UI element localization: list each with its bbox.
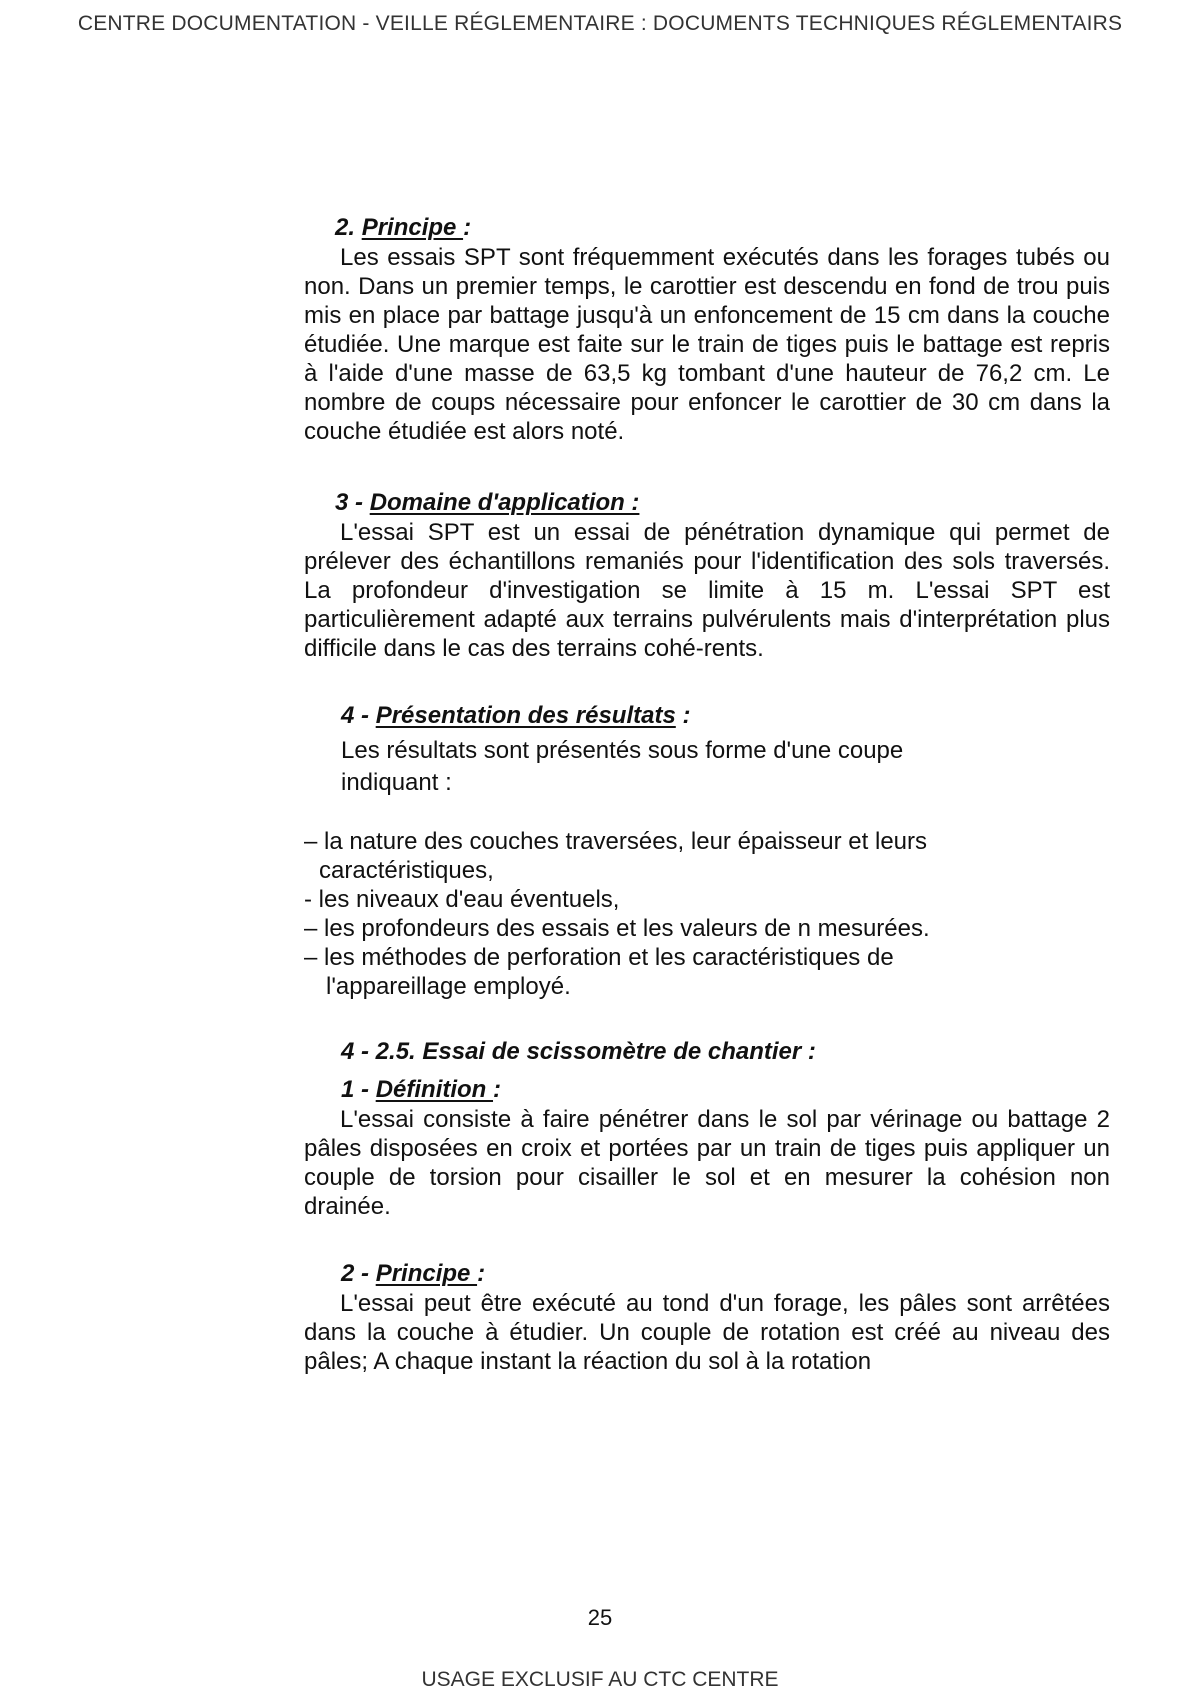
presentation-intro xyxy=(304,735,1110,799)
section-heading-scissometre: 4 - 2.5. Essai de scissomètre de chantier : xyxy=(341,1038,816,1065)
section-title: Principe xyxy=(361,214,464,241)
list-item-line: – les profondeurs des essais et les valeurs de n mesurées. xyxy=(304,915,930,942)
section-colon: : xyxy=(493,1076,502,1103)
paragraph-definition: L'essai consiste à faire pénétrer dans le sol par vérinage ou battage 2 pâles disposées en croix et portées par un train de tiges puis appliquer un couple de torsion pour cisailler le sol et en mesurer la cohésion non drainée. xyxy=(304,1106,1110,1220)
section-heading-domaine xyxy=(304,488,1110,518)
section-number: 2. xyxy=(335,214,362,241)
section-colon: : xyxy=(477,1260,486,1287)
section-heading-definition xyxy=(304,1075,1110,1105)
paragraph-principe-scissometre: L'essai peut être exécuté au tond d'un forage, les pâles sont arrêtées dans la couche à étudier. Un couple de rotation est créé au niveau des pâles; A chaque instant la réaction du sol à la rotation xyxy=(304,1290,1110,1375)
section-title: Définition xyxy=(375,1076,494,1103)
list-item xyxy=(304,885,1110,914)
intro-line: indiquant : xyxy=(341,769,452,796)
list-item-line: – les méthodes de perforation et les caractéristiques de xyxy=(304,944,894,971)
section-heading-presentation xyxy=(304,701,1110,731)
section-colon: : xyxy=(675,702,691,729)
paragraph-domaine: L'essai SPT est un essai de pénétration dynamique qui permet de prélever des échantillons remaniés pour l'identification des sols traversés. La profondeur d'investigation se limite à 15 m. L'essai SPT est particulièrement adapté aux terrains pulvérulents mais d'interprétation plus difficile dans le cas des terrains cohé-rents. xyxy=(304,519,1110,662)
page-header: CENTRE DOCUMENTATION - VEILLE RÉGLEMENTAIRE : DOCUMENTS TECHNIQUES RÉGLEMENTAIRS xyxy=(77,12,1123,35)
list-item-continuation: caractéristiques, xyxy=(319,857,494,884)
document-body xyxy=(304,213,1110,1376)
section-number: 1 - xyxy=(341,1076,376,1103)
list-item xyxy=(304,914,1110,943)
list-item xyxy=(304,943,1110,1001)
intro-line: Les résultats sont présentés sous forme d'une coupe xyxy=(341,737,904,764)
section-colon: : xyxy=(463,214,472,241)
list-item xyxy=(304,827,1110,885)
page-number: 25 xyxy=(587,1605,613,1630)
list-item-continuation: l'appareillage employé. xyxy=(326,973,571,1000)
section-number: 3 - xyxy=(335,489,370,516)
section-number: 4 - xyxy=(341,702,376,729)
section-number: 2 - xyxy=(341,1260,376,1287)
section-title: Présentation des résultats xyxy=(375,702,676,729)
list-item-line: – la nature des couches traversées, leur épaisseur et leurs xyxy=(304,828,928,855)
section-heading-principe xyxy=(304,213,1110,243)
results-list xyxy=(304,827,1110,1001)
page-footer: USAGE EXCLUSIF AU CTC CENTRE xyxy=(421,1668,779,1691)
section-heading-principe-scissometre xyxy=(304,1259,1110,1289)
list-item-line: - les niveaux d'eau éventuels, xyxy=(304,886,620,913)
section-title: Domaine d'application : xyxy=(369,489,640,516)
section-title: Principe xyxy=(375,1260,478,1287)
paragraph-principe: Les essais SPT sont fréquemment exécutés dans les forages tubés ou non. Dans un premier temps, le carottier est descendu en fond de trou puis mis en place par battage jusqu'à un enfoncement de 15 cm dans la couche étudiée. Une marque est faite sur le train de tiges puis le battage est repris à l'aide d'une masse de 63,5 kg tombant d'une hauteur de 76,2 cm. Le nombre de coups nécessaire pour enfoncer le carottier de 30 cm dans la couche étudiée est alors noté. xyxy=(304,244,1110,445)
